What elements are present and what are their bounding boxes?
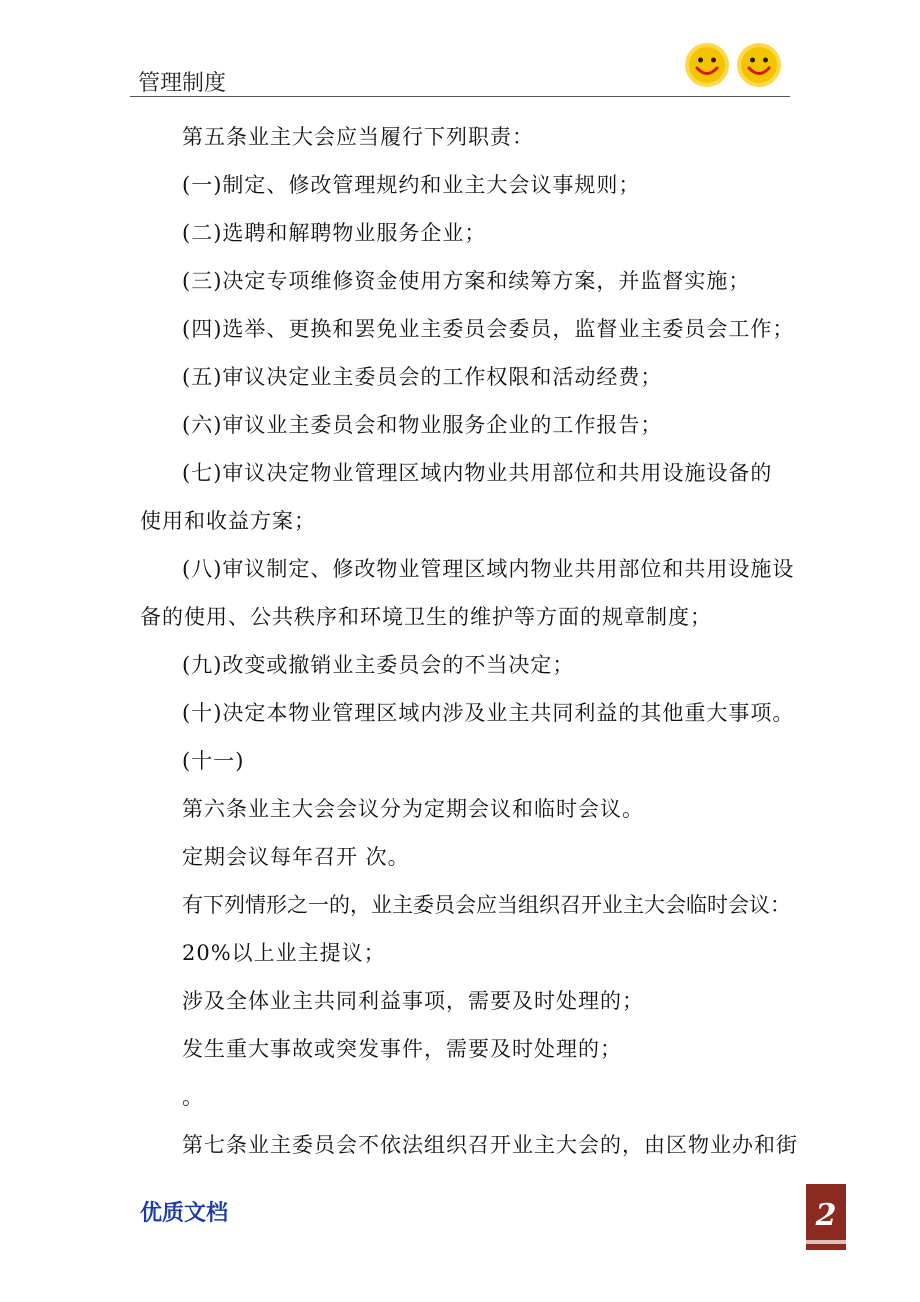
body-line: 20%以上业主提议； <box>182 941 386 965</box>
body-line: 使用和收益方案； <box>140 509 316 533</box>
body-line: (十)决定本物业管理区域内涉及业主共同利益的其他重大事项。 <box>182 701 795 725</box>
body-line: 有下列情形之一的，业主委员会应当组织召开业主大会临时会议： <box>182 893 791 917</box>
footer-label: 优质文档 <box>140 1201 229 1226</box>
smiley-face-icon <box>736 42 782 88</box>
body-line: 涉及全体业主共同利益事项，需要及时处理的； <box>182 989 644 1013</box>
badge-underline <box>806 1240 846 1244</box>
body-line: (七)审议决定物业管理区域内物业共用部位和共用设施设备的 <box>182 461 773 485</box>
body-line: 第五条业主大会应当履行下列职责： <box>182 125 534 149</box>
body-line: (五)审议决定业主委员会的工作权限和活动经费； <box>182 365 663 389</box>
body-line: 定期会议每年召开 次。 <box>182 845 410 869</box>
page-number-badge <box>806 1184 846 1250</box>
body-line: (二)选聘和解聘物业服务企业； <box>182 221 487 245</box>
body-line: 。 <box>182 1085 204 1109</box>
body-line: (四)选举、更换和罢免业主委员会委员，监督业主委员会工作； <box>182 317 795 341</box>
body-line: 第七条业主委员会不依法组织召开业主大会的，由区物业办和街 <box>182 1133 798 1157</box>
header-title: 管理制度 <box>138 71 227 96</box>
body-line: 第六条业主大会会议分为定期会议和临时会议。 <box>182 797 644 821</box>
smiley-face-icon <box>684 42 730 88</box>
body-line: 发生重大事故或突发事件，需要及时处理的； <box>182 1037 622 1061</box>
body-line: (九)改变或撤销业主委员会的不当决定； <box>182 653 575 677</box>
body-line: (六)审议业主委员会和物业服务企业的工作报告； <box>182 413 663 437</box>
body-line: (十一) <box>182 749 245 773</box>
page-number: 2 <box>815 1198 837 1233</box>
body-line: (八)审议制定、修改物业管理区域内物业共用部位和共用设施设 <box>182 557 795 581</box>
header-divider <box>130 96 790 97</box>
body-line: (三)决定专项维修资金使用方案和续筹方案，并监督实施； <box>182 269 751 293</box>
body-line: 备的使用、公共秩序和环境卫生的维护等方面的规章制度； <box>140 605 712 629</box>
body-line: (一)制定、修改管理规约和业主大会议事规则； <box>182 173 641 197</box>
